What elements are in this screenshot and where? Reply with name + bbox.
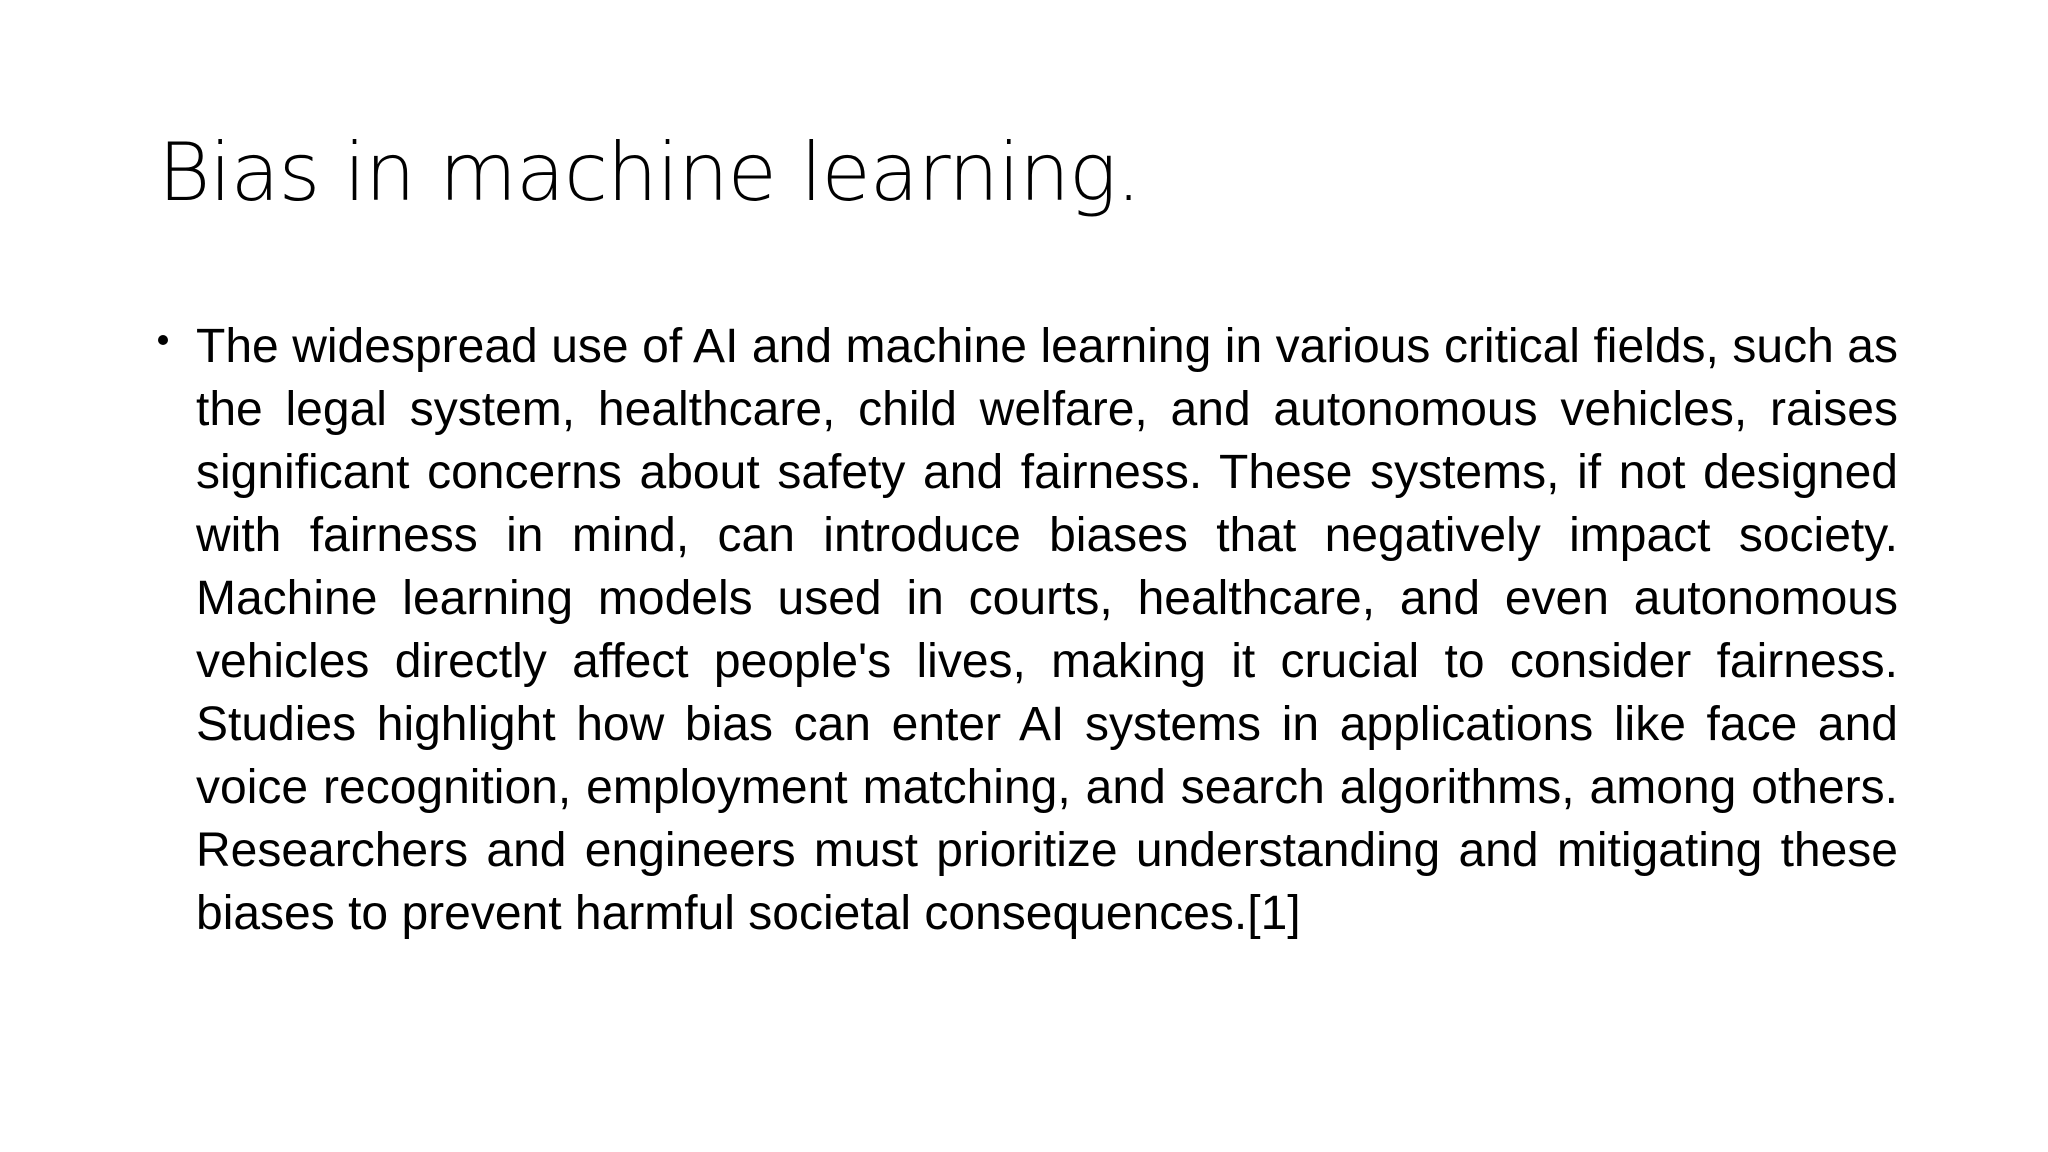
bullet-item xyxy=(158,315,1898,945)
bullet-list xyxy=(158,315,1898,945)
bullet-dot-icon xyxy=(158,335,168,345)
bullet-text: The widespread use of AI and machine learning in various critical fields, such as the legal system, healthcare, child welfare, and autonomous vehicles, raises significant concerns about safety and fairness. These systems, if not designed with fairness in mind, can introduce biases that negatively impact society. Machine learning models used in courts, healthcare, and even autonomous vehicles directly affect people's lives, making it crucial to consider fairness. Studies highlight how bias can enter AI systems in applications like face and voice recognition, employment matching, and search algorithms, among others. Researchers and engineers must prioritize understanding and mitigating these biases to prevent harmful societal consequences.[1] xyxy=(196,320,1898,940)
slide-title: Bias in machine learning. xyxy=(158,126,1141,219)
